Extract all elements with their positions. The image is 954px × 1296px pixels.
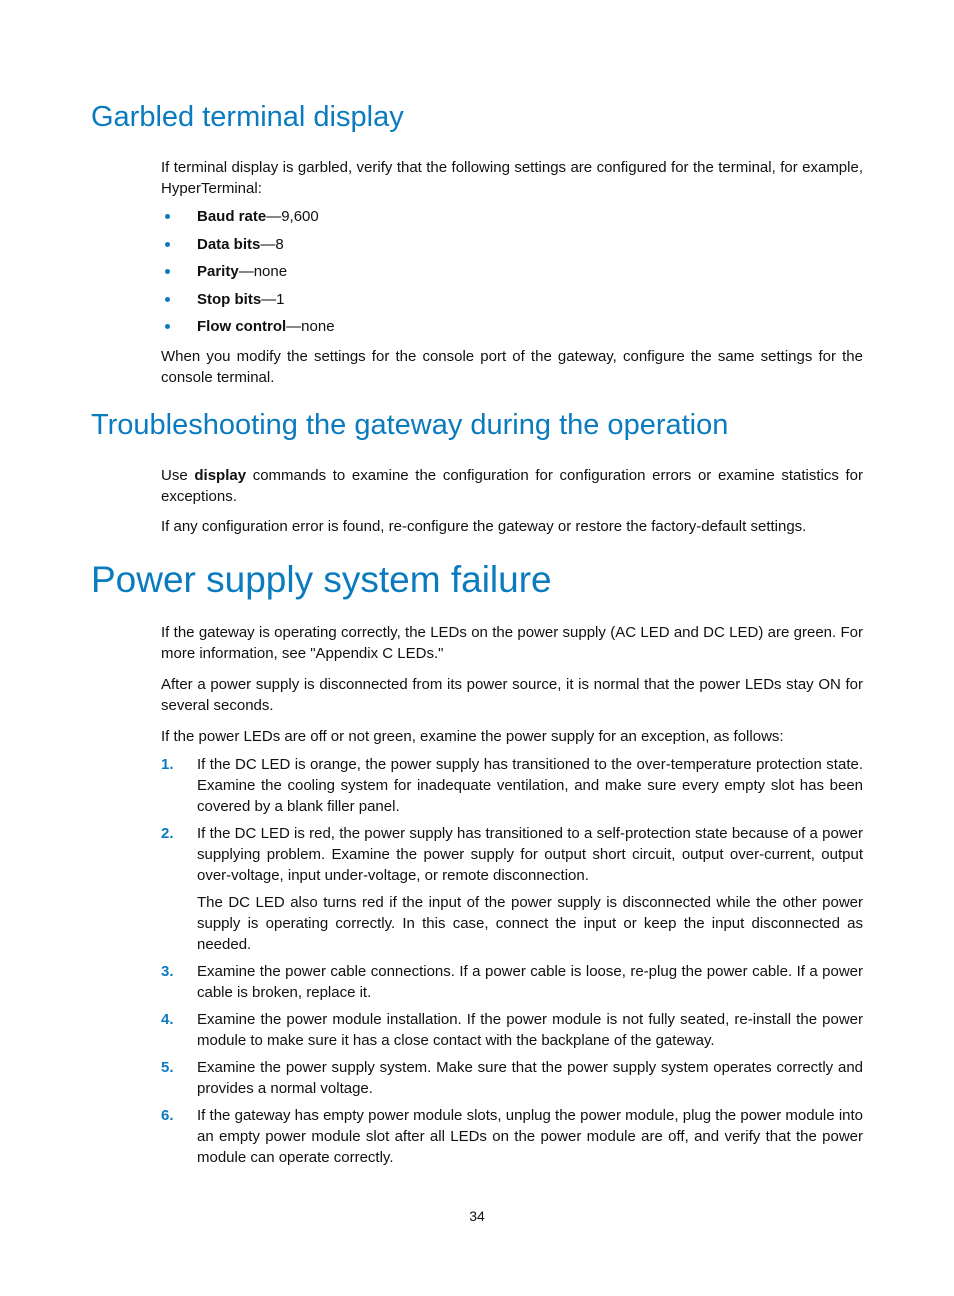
setting-value: —none xyxy=(238,263,288,280)
bullet-icon xyxy=(165,324,170,329)
setting-value: —1 xyxy=(261,290,285,308)
command-keyword: display xyxy=(194,467,247,484)
power-steps-list xyxy=(161,754,863,1168)
text-after-command: commands to examine the configuration for configuration errors or examine statistics for exceptions. xyxy=(161,467,864,505)
setting-name: Baud rate xyxy=(197,208,267,225)
step-text: If the gateway has empty power module slots, unplug the power module, plug the power module into an empty power module slot after all LEDs on the power module are off, and verify that the power module can operate correctly. xyxy=(197,1107,863,1166)
troubleshooting-paragraph-2: If any configuration error is found, re-configure the gateway or restore the factory-default settings. xyxy=(161,518,807,535)
step-number: 5. xyxy=(161,1059,174,1076)
terminal-settings-list xyxy=(161,206,335,344)
setting-value: —none xyxy=(286,318,335,335)
setting-value: —9,600 xyxy=(266,208,319,225)
step-number: 4. xyxy=(161,1011,174,1028)
section-heading-troubleshooting: Troubleshooting the gateway during the operation xyxy=(91,409,729,441)
setting-name: Parity xyxy=(197,263,239,280)
step-number: 2. xyxy=(161,825,174,842)
setting-name: Data bits xyxy=(197,235,261,253)
step-text: Examine the power module installation. If the power module is not fully seated, re-install the power module to make sure it has a close contact with the backplane of the gateway. xyxy=(197,1011,863,1049)
list-item xyxy=(161,261,335,289)
section-heading-garbled-terminal: Garbled terminal display xyxy=(91,101,404,133)
list-item xyxy=(161,1009,863,1051)
list-item xyxy=(161,289,335,317)
list-item xyxy=(161,961,863,1003)
step-text: Examine the power cable connections. If a power cable is loose, re-plug the power cable. If a power cable is broken, replace it. xyxy=(197,963,863,1001)
list-item xyxy=(161,1057,863,1099)
list-item xyxy=(161,823,863,955)
step-text: If the DC LED is red, the power supply has transitioned to a self-protection state because of a power supplying problem. Examine the power supply for output short circuit, output over-current, output over-voltage, input under-voltage, or remote disconnection. xyxy=(197,825,863,884)
list-item xyxy=(161,316,335,344)
power-paragraph-2: After a power supply is disconnected from its power source, it is normal that the power LEDs stay ON for several seconds. xyxy=(161,676,863,714)
step-number: 6. xyxy=(161,1107,174,1124)
power-paragraph-3: If the power LEDs are off or not green, examine the power supply for an exception, as follows: xyxy=(161,728,784,745)
setting-name: Stop bits xyxy=(197,290,262,308)
step-number: 3. xyxy=(161,963,174,980)
list-item xyxy=(161,234,335,262)
bullet-icon xyxy=(165,214,170,219)
chapter-heading-power-supply: Power supply system failure xyxy=(91,559,552,600)
power-paragraph-1: If the gateway is operating correctly, the LEDs on the power supply (AC LED and DC LED) are green. For more information, see "Appendix C LEDs." xyxy=(161,624,863,662)
list-item xyxy=(161,1105,863,1168)
setting-name: Flow control xyxy=(197,318,287,335)
list-item xyxy=(161,754,863,817)
bullet-icon xyxy=(165,297,170,302)
setting-value: —8 xyxy=(260,235,284,253)
page-number: 34 xyxy=(469,1208,485,1224)
step-number: 1. xyxy=(161,756,174,773)
bullet-icon xyxy=(165,242,170,247)
garbled-intro-paragraph: If terminal display is garbled, verify that the following settings are configured for the terminal, for example, HyperTerminal: xyxy=(161,159,863,197)
garbled-outro-paragraph: When you modify the settings for the console port of the gateway, configure the same settings for the console terminal. xyxy=(161,348,863,386)
troubleshooting-paragraph-1 xyxy=(161,465,863,507)
list-item xyxy=(161,206,335,234)
bullet-icon xyxy=(165,269,170,274)
step-text: Examine the power supply system. Make sure that the power supply system operates correctly and provides a normal voltage. xyxy=(197,1059,863,1097)
text-before-command: Use xyxy=(161,467,195,484)
step-text: If the DC LED is orange, the power supply has transitioned to the over-temperature protection state. Examine the cooling system for inadequate ventilation, and make sure every empty slot has been covered by a blank filler panel. xyxy=(197,756,863,815)
step-note: The DC LED also turns red if the input of the power supply is disconnected while the other power supply is operating correctly. In this case, connect the input or keep the input disconnected as needed. xyxy=(197,894,863,953)
